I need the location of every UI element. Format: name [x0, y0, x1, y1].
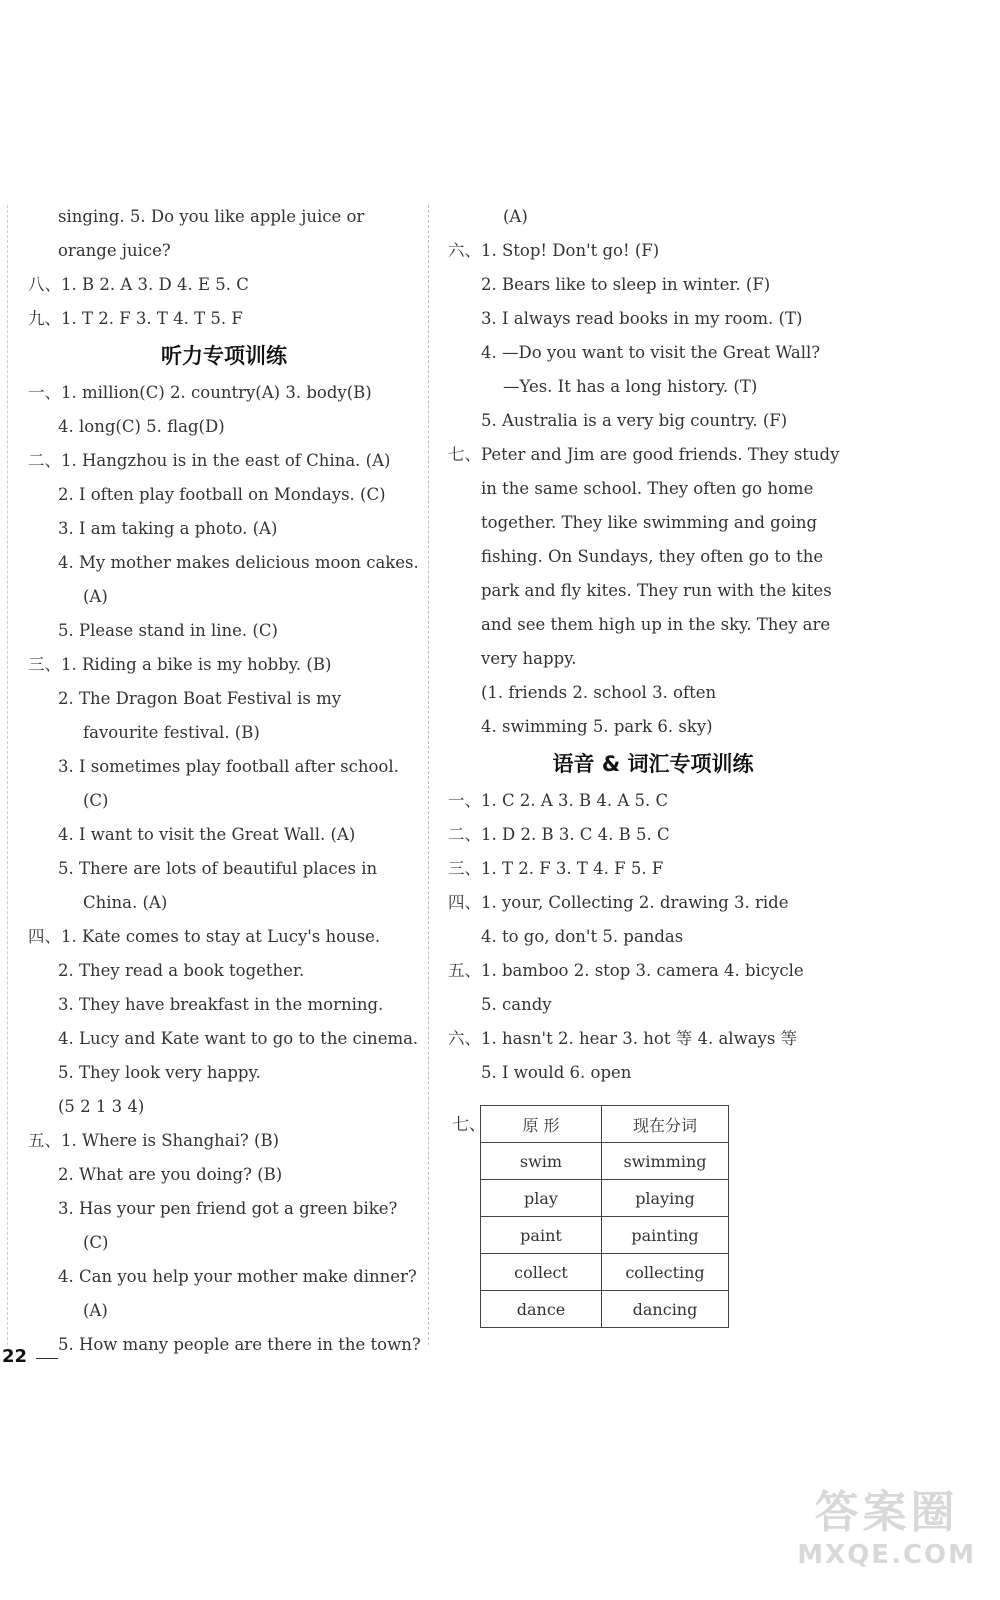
section-title: 语音 & 词汇专项训练 — [552, 752, 754, 776]
section-7-label: 七、 — [452, 1115, 486, 1135]
answer-line: 4. —Do you want to visit the Great Wall? — [481, 343, 821, 362]
watermark-logo — [797, 1476, 976, 1570]
left-column — [28, 200, 420, 1362]
answer-line: 4. Can you help your mother make dinner? — [58, 1267, 417, 1286]
answer-line: 2. The Dragon Boat Festival is my — [58, 689, 342, 708]
table-cell: dancing — [602, 1291, 729, 1328]
answer-line: 八、1. B 2. A 3. D 4. E 5. C — [28, 275, 249, 294]
answer-line: 4. long(C) 5. flag(D) — [58, 417, 225, 436]
answer-line: 2. What are you doing? (B) — [58, 1165, 283, 1184]
answer-line: 七、Peter and Jim are good friends. They study — [448, 445, 840, 464]
table-header-cell: 现在分词 — [602, 1106, 729, 1143]
page-number-dash — [36, 1358, 58, 1359]
right-column — [448, 200, 858, 1090]
answer-line: —Yes. It has a long history. (T) — [503, 377, 758, 396]
table-cell: collect — [481, 1254, 602, 1291]
table-row — [481, 1254, 729, 1291]
answer-line: (5 2 1 3 4) — [58, 1097, 145, 1116]
answer-line: and see them high up in the sky. They are — [481, 615, 831, 634]
answer-line: 四、1. your, Collecting 2. drawing 3. ride — [448, 893, 789, 912]
answer-line: China. (A) — [83, 893, 168, 912]
answer-line: favourite festival. (B) — [83, 723, 260, 742]
answer-line: 2. Bears like to sleep in winter. (F) — [481, 275, 771, 294]
answer-line: 4. Lucy and Kate want to go to the cinema. — [58, 1029, 419, 1048]
answer-line: 五、1. bamboo 2. stop 3. camera 4. bicycle — [448, 961, 804, 980]
table-cell: swimming — [602, 1143, 729, 1180]
answer-line: 5. How many people are there in the town? — [58, 1335, 421, 1354]
answer-line: 5. I would 6. open — [481, 1063, 632, 1082]
table-cell: swim — [481, 1143, 602, 1180]
table-cell: collecting — [602, 1254, 729, 1291]
answer-line: 3. They have breakfast in the morning. — [58, 995, 384, 1014]
answer-line: in the same school. They often go home — [481, 479, 814, 498]
watermark-url: MXQE.COM — [797, 1540, 976, 1570]
verb-forms-table — [480, 1105, 729, 1328]
answer-line: very happy. — [481, 649, 577, 668]
table-cell: painting — [602, 1217, 729, 1254]
answer-line: 4. My mother makes delicious moon cakes. — [58, 553, 419, 572]
answer-line: 六、1. Stop! Don't go! (F) — [448, 241, 660, 260]
answer-line: 3. I sometimes play football after school. — [58, 757, 399, 776]
answer-line: 4. to go, don't 5. pandas — [481, 927, 684, 946]
answer-line: orange juice? — [58, 241, 171, 260]
answer-line: (A) — [83, 587, 108, 606]
answer-line: park and fly kites. They run with the kites — [481, 581, 832, 600]
answer-line: 四、1. Kate comes to stay at Lucy's house. — [28, 927, 381, 946]
watermark-text: 答案圈 — [814, 1487, 959, 1538]
answer-line: 5. There are lots of beautiful places in — [58, 859, 378, 878]
table-row — [481, 1180, 729, 1217]
table-row — [481, 1143, 729, 1180]
table-cell: paint — [481, 1217, 602, 1254]
answer-line: 三、1. T 2. F 3. T 4. F 5. F — [448, 859, 664, 878]
answer-line: 一、1. million(C) 2. country(A) 3. body(B) — [28, 383, 372, 402]
table-cell: playing — [602, 1180, 729, 1217]
answer-line: 二、1. D 2. B 3. C 4. B 5. C — [448, 825, 670, 844]
answer-line: 5. Please stand in line. (C) — [58, 621, 278, 640]
answer-line: (C) — [83, 791, 109, 810]
answer-line: 2. I often play football on Mondays. (C) — [58, 485, 386, 504]
table-header-cell: 原 形 — [481, 1106, 602, 1143]
answer-line: (A) — [503, 207, 528, 226]
table-row — [481, 1291, 729, 1328]
answer-line: 九、1. T 2. F 3. T 4. T 5. F — [28, 309, 243, 328]
answer-line: 5. They look very happy. — [58, 1063, 261, 1082]
answer-line: 3. I always read books in my room. (T) — [481, 309, 803, 328]
answer-line: 2. They read a book together. — [58, 961, 305, 980]
answer-line: 六、1. hasn't 2. hear 3. hot 等 4. always 等 — [448, 1029, 798, 1048]
left-margin-rule — [7, 205, 8, 1345]
answer-line: 3. Has your pen friend got a green bike? — [58, 1199, 398, 1218]
answer-line: (1. friends 2. school 3. often — [481, 683, 717, 702]
answer-line: singing. 5. Do you like apple juice or — [58, 207, 365, 226]
table-header-row — [481, 1106, 729, 1143]
answer-line: 二、1. Hangzhou is in the east of China. (A) — [28, 451, 391, 470]
column-divider — [428, 205, 429, 1345]
answer-line: fishing. On Sundays, they often go to the — [481, 547, 824, 566]
table-row — [481, 1217, 729, 1254]
answer-line: 4. I want to visit the Great Wall. (A) — [58, 825, 356, 844]
answer-line: 三、1. Riding a bike is my hobby. (B) — [28, 655, 332, 674]
answer-line: 一、1. C 2. A 3. B 4. A 5. C — [448, 791, 669, 810]
section-title: 听力专项训练 — [161, 344, 287, 368]
table-cell: play — [481, 1180, 602, 1217]
table-cell: dance — [481, 1291, 602, 1328]
answer-line: 5. Australia is a very big country. (F) — [481, 411, 788, 430]
answer-line: 4. swimming 5. park 6. sky) — [481, 717, 713, 736]
answer-line: together. They like swimming and going — [481, 513, 818, 532]
answer-line: (A) — [83, 1301, 108, 1320]
answer-line: 五、1. Where is Shanghai? (B) — [28, 1131, 280, 1150]
answer-line: 3. I am taking a photo. (A) — [58, 519, 278, 538]
page-number: 22 — [2, 1346, 28, 1367]
answer-line: (C) — [83, 1233, 109, 1252]
answer-line: 5. candy — [481, 995, 552, 1014]
